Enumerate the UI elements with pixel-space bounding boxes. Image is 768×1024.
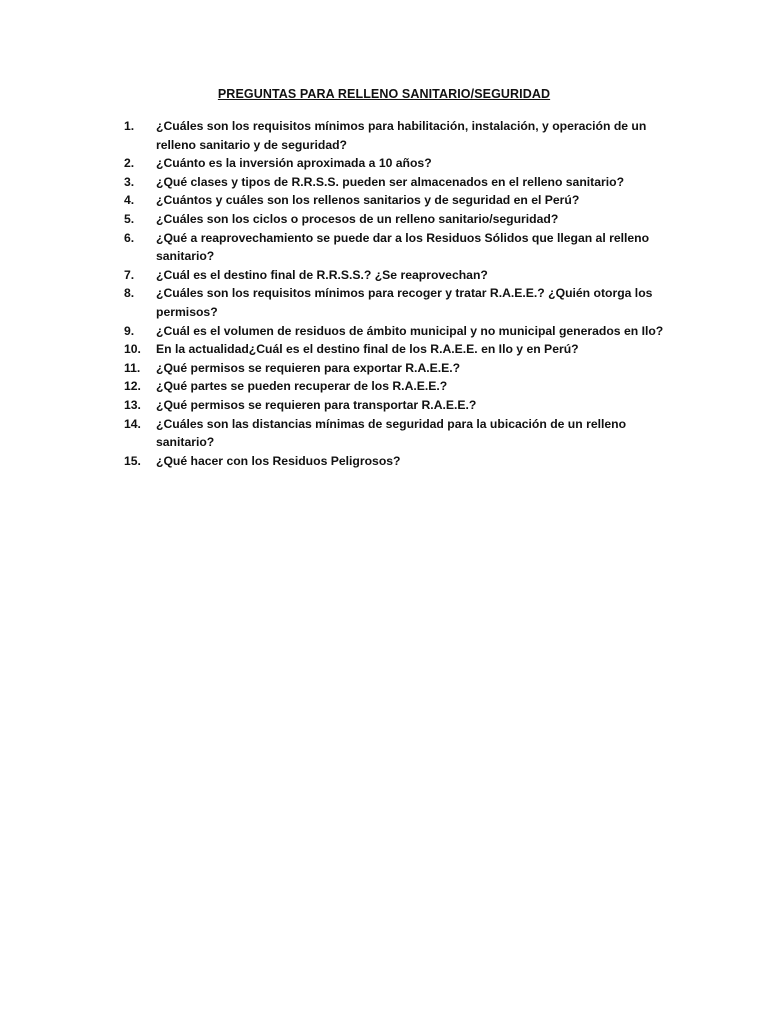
- question-number-wrap: [124, 452, 156, 471]
- question-line: ¿Cuáles son las distancias mínimas de seguridad para la ubicación de un relleno: [156, 416, 627, 431]
- question-text: [156, 173, 664, 192]
- question-item: [124, 229, 664, 266]
- question-number: 11.: [124, 360, 141, 375]
- question-line: ¿Cuáles son los requisitos mínimos para habilitación, instalación, y operación de un: [156, 119, 647, 133]
- question-item: [124, 284, 664, 321]
- question-number-wrap: [124, 173, 156, 192]
- question-line: ¿Qué permisos se requieren para exportar R.A.E.E.?: [156, 360, 461, 375]
- question-line: ¿Cuál es el volumen de residuos de ámbito municipal y no municipal generados en Ilo?: [156, 323, 664, 338]
- question-text: [156, 396, 664, 415]
- question-number-wrap: [124, 377, 156, 396]
- question-number: 2.: [124, 156, 135, 171]
- question-number: 10.: [124, 342, 141, 357]
- question-number-wrap: [124, 359, 156, 378]
- question-number-wrap: [124, 415, 156, 452]
- question-number-wrap: [124, 284, 156, 321]
- question-number: 4.: [124, 193, 135, 208]
- question-line: ¿Qué a reaprovechamiento se puede dar a los Residuos Sólidos que llegan al relleno: [156, 230, 650, 245]
- question-line: En la actualidad¿Cuál es el destino final de los R.A.E.E. en Ilo y en Perú?: [156, 342, 579, 357]
- question-number: 12.: [124, 379, 141, 394]
- question-number: 3.: [124, 174, 135, 189]
- question-line: permisos?: [156, 304, 218, 319]
- question-number-wrap: [124, 340, 156, 359]
- question-text: [156, 284, 664, 321]
- question-text: [156, 229, 664, 266]
- question-item: [124, 154, 664, 173]
- question-line: relleno sanitario y de seguridad?: [156, 137, 347, 152]
- question-number-wrap: [124, 117, 156, 154]
- question-line: ¿Cuál es el destino final de R.R.S.S.? ¿Se reaprovechan?: [156, 267, 488, 282]
- question-number: 1.: [124, 119, 135, 133]
- question-number: 6.: [124, 230, 135, 245]
- question-number: 14.: [124, 416, 141, 431]
- document-title: PREGUNTAS PARA RELLENO SANITARIO/SEGURIDAD: [217, 87, 551, 101]
- question-text: [156, 191, 664, 210]
- question-text: [156, 452, 664, 471]
- question-item: [124, 266, 664, 285]
- question-item: [124, 173, 664, 192]
- question-text: [156, 210, 664, 229]
- question-text: [156, 415, 664, 452]
- question-item: [124, 359, 664, 378]
- question-number-wrap: [124, 210, 156, 229]
- question-text: [156, 266, 664, 285]
- question-number-wrap: [124, 322, 156, 341]
- question-item: [124, 396, 664, 415]
- question-number: 8.: [124, 286, 135, 301]
- question-number: 13.: [124, 397, 141, 412]
- question-line: ¿Qué hacer con los Residuos Peligrosos?: [156, 453, 401, 468]
- question-number-wrap: [124, 191, 156, 210]
- question-number: 7.: [124, 267, 135, 282]
- question-line: sanitario?: [156, 435, 215, 450]
- question-line: sanitario?: [156, 249, 215, 264]
- question-line: ¿Cuánto es la inversión aproximada a 10 años?: [156, 156, 432, 171]
- question-number-wrap: [124, 154, 156, 173]
- question-line: ¿Cuáles son los requisitos mínimos para recoger y tratar R.A.E.E.? ¿Quién otorga los: [156, 286, 653, 301]
- question-text: [156, 322, 664, 341]
- question-text: [156, 117, 664, 154]
- question-item: [124, 415, 664, 452]
- question-number: 9.: [124, 323, 135, 338]
- question-number-wrap: [124, 396, 156, 415]
- question-list: [124, 117, 664, 470]
- question-number: 5.: [124, 211, 135, 226]
- question-text: [156, 154, 664, 173]
- question-item: [124, 210, 664, 229]
- question-text: [156, 359, 664, 378]
- question-item: [124, 322, 664, 341]
- question-line: ¿Cuáles son los ciclos o procesos de un relleno sanitario/seguridad?: [156, 211, 559, 226]
- question-line: ¿Qué permisos se requieren para transportar R.A.E.E.?: [156, 397, 477, 412]
- question-number-wrap: [124, 229, 156, 266]
- question-item: [124, 191, 664, 210]
- question-text: [156, 340, 664, 359]
- question-line: ¿Qué partes se pueden recuperar de los R.A.E.E.?: [156, 379, 448, 394]
- question-number: 15.: [124, 453, 141, 468]
- question-item: [124, 340, 664, 359]
- question-item: [124, 452, 664, 471]
- question-item: [124, 117, 664, 154]
- question-line: ¿Cuántos y cuáles son los rellenos sanitarios y de seguridad en el Perú?: [156, 193, 580, 208]
- question-line: ¿Qué clases y tipos de R.R.S.S. pueden ser almacenados en el relleno sanitario?: [156, 174, 625, 189]
- question-text: [156, 377, 664, 396]
- question-item: [124, 377, 664, 396]
- question-number-wrap: [124, 266, 156, 285]
